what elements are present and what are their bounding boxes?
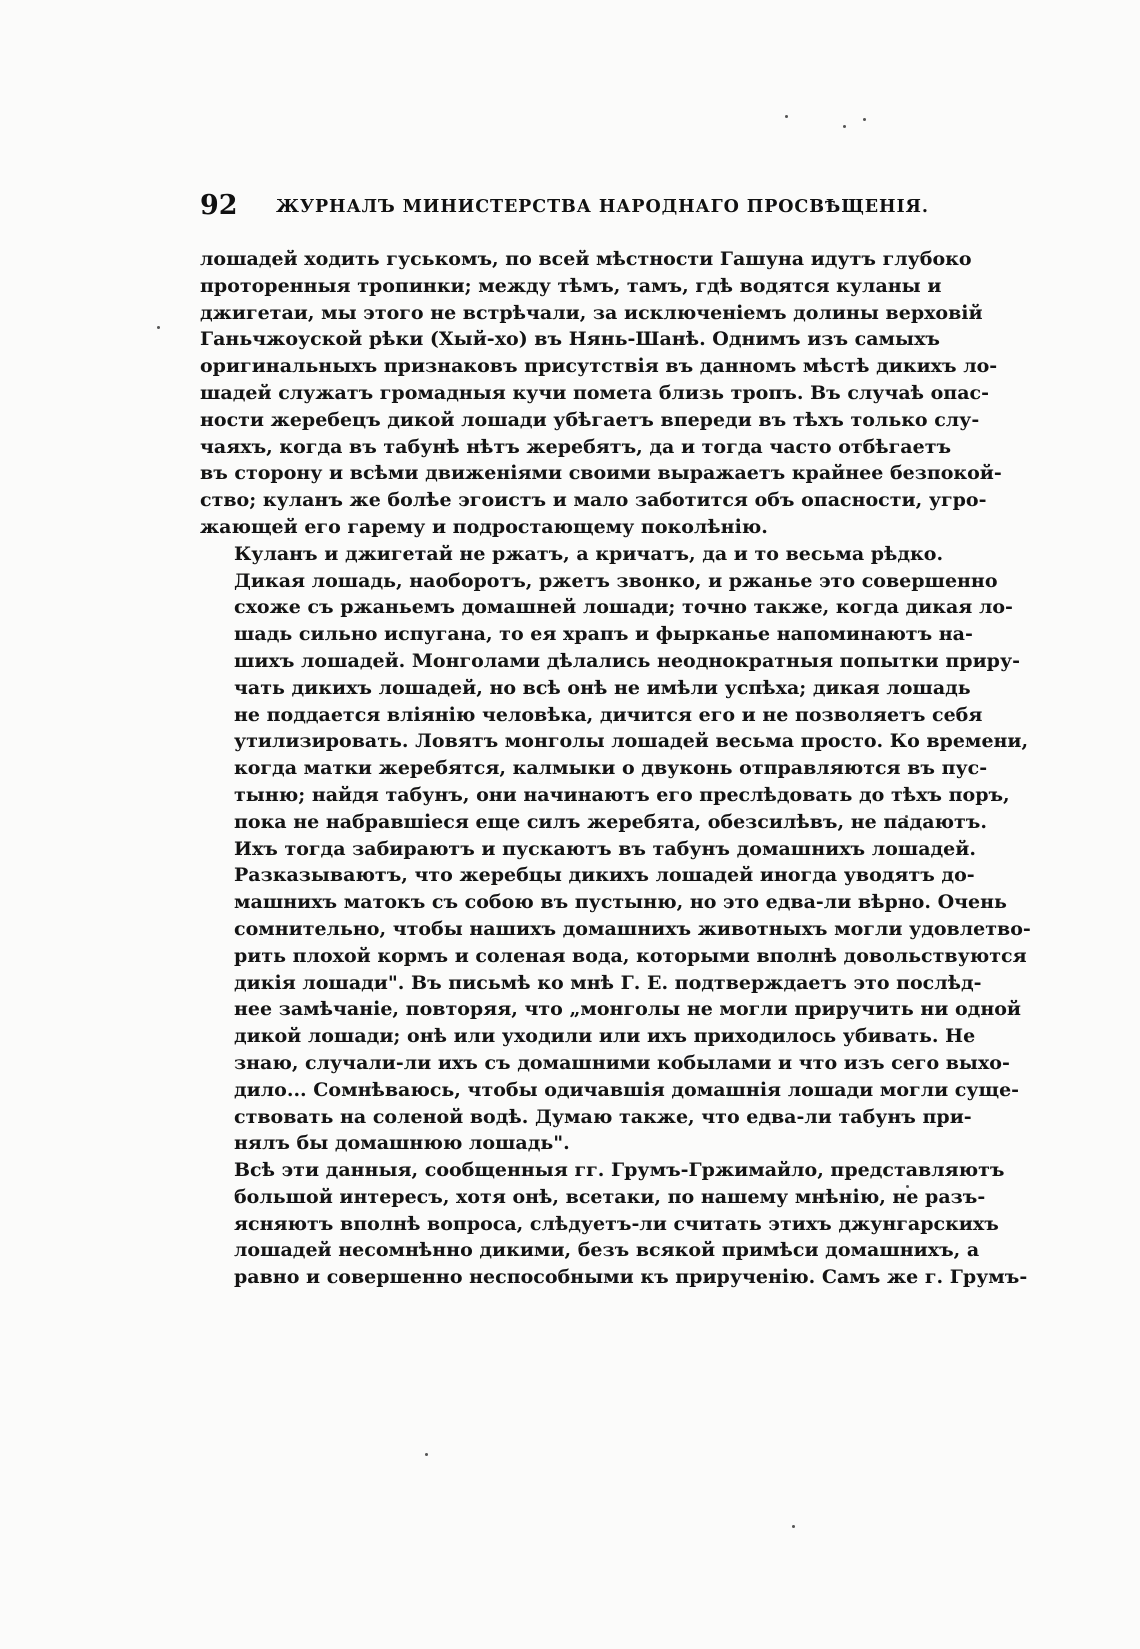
text-line: нее замѣчаніе, повторяя, что „монголы не могли приручить ни одной [234,998,1021,1021]
page-number: 92 [200,190,238,221]
text-line: дило... Сомнѣваюсь, чтобы одичавшія домашнія лошади могли суще- [234,1078,1020,1101]
text-line: лошадей ходить гуськомъ, по всей мѣстности Гашуна идутъ глубоко [200,248,972,270]
text-line: лошадей несомнѣнно дикими, безъ всякой примѣси домашнихъ, а [234,1239,980,1262]
scan-speck [425,1453,428,1456]
text-line: чаяхъ, когда въ табунѣ нѣтъ жеребятъ, да и тогда часто отбѣгаетъ [200,435,952,458]
text-line: знаю, случали-ли ихъ съ домашними кобылами и что изъ сего выхо- [234,1051,1010,1074]
paragraph [200,1157,1028,1291]
text-line: пока не набравшіеся еще силъ жеребята, обезсилѣвъ, не падаютъ. [234,810,987,833]
text-line: джигетаи, мы этого не встрѣчали, за исключеніемъ долины верховій [200,301,983,324]
text-line: протоpенныя тропинки; между тѣмъ, тамъ, гдѣ водятся куланы и [200,274,942,297]
text-line: тыню; найдя табунъ, они начинаютъ его преслѣдовать до тѣхъ поръ, [234,783,1010,806]
text-line: схоже съ ржаньемъ домашней лошади; точно также, когда дикая ло- [234,596,1013,619]
text-line: Дикая лошадь, наоборотъ, ржетъ звонко, и ржанье это совершенно [234,569,998,592]
body-text [200,246,1031,1291]
text-line: равно и совершенно неспособными къ прирученію. Самъ же г. Грумъ- [234,1266,1028,1289]
text-line: шадь сильно испугана, то ея храпъ и фырканье напоминаютъ на- [234,623,973,646]
text-line: рить плохой кормъ и соленая вода, которыми вполнѣ довольствуются [234,944,1027,967]
text-line: Разказываютъ, что жеребцы дикихъ лошадей иногда уводятъ до- [234,864,975,887]
text-line: когда матки жеребятся, калмыки о двуконь отправляются въ пус- [234,757,988,780]
paragraph [200,246,1002,541]
paragraph [200,862,1031,1157]
running-head [200,190,940,224]
text-line: въ сторону и всѣми движеніями своими выражаетъ крайнее безпокой- [200,462,1002,485]
text-line: чать дикихъ лошадей, но всѣ онѣ не имѣли успѣха; дикая лошадь [234,676,971,699]
scan-speck [843,125,846,128]
text-line: ствовать на соленой водѣ. Думаю также, что едва-ли табунъ при- [234,1105,972,1128]
scan-speck [792,1525,795,1528]
scan-speck [785,115,788,118]
text-line: большой интересъ, хотя онѣ, всетаки, по нашему мнѣнію, не разъ- [234,1185,986,1208]
text-line: шадей служатъ громадныя кучи помета близь тропъ. Въ случаѣ опас- [200,381,989,404]
scan-speck [157,326,160,329]
journal-title: ЖУРНАЛЪ МИНИСТЕРСТВА НАРОДНАГО ПРОСВѢЩЕНІЯ. [276,197,929,217]
text-line: сомнительно, чтобы нашихъ домашнихъ животныхъ могли удовлетво- [234,917,1031,940]
text-line: нялъ бы домашнюю лошадь". [234,1132,570,1155]
scan-speck [863,118,866,121]
text-line: ясняютъ вполнѣ вопроса, слѣдуетъ-ли считать этихъ джунгарскихъ [234,1212,999,1235]
text-line: ности жеребецъ дикой лошади убѣгаетъ впереди въ тѣхъ только слу- [200,408,980,431]
text-line: Куланъ и джигетай не ржатъ, а кричатъ, да и то весьма рѣдко. [234,542,944,565]
text-line: Ганьчжоуской рѣки (Хый-хо) въ Нянь-Шанѣ. Однимъ изъ самыхъ [200,328,940,351]
text-line: жающей его гарему и подростающему поколѣнію. [200,515,768,538]
text-line: дикой лошади; онѣ или уходили или ихъ приходилось убивать. Не [234,1025,976,1048]
text-line: ство; куланъ же болѣе эгоистъ и мало заботится объ опасности, угро- [200,489,987,512]
text-line: шихъ лошадей. Монголами дѣлались неоднократныя попытки приру- [234,649,1021,672]
text-line: не поддается вліянію человѣка, дичится его и не позволяетъ себя [234,703,983,726]
text-line: машнихъ матокъ съ собою въ пустыню, но это едва-ли вѣрно. Очень [234,891,1007,914]
text-line: Ихъ тогда забираютъ и пускаютъ въ табунъ домашнихъ лошадей. [234,837,976,860]
text-line: оригинальныхъ признаковъ присутствія въ данномъ мѣстѣ дикихъ ло- [200,355,998,378]
text-line: утилизировать. Ловятъ монголы лошадей весьма просто. Ко времени, [234,730,1029,753]
paragraph [200,541,1029,863]
text-line: Всѣ эти данныя, сообщенныя гг. Грумъ-Гржимайло, представляютъ [234,1159,1005,1182]
text-line: дикія лошади". Въ письмѣ ко мнѣ Г. Е. подтверждаетъ это послѣд- [234,971,982,994]
